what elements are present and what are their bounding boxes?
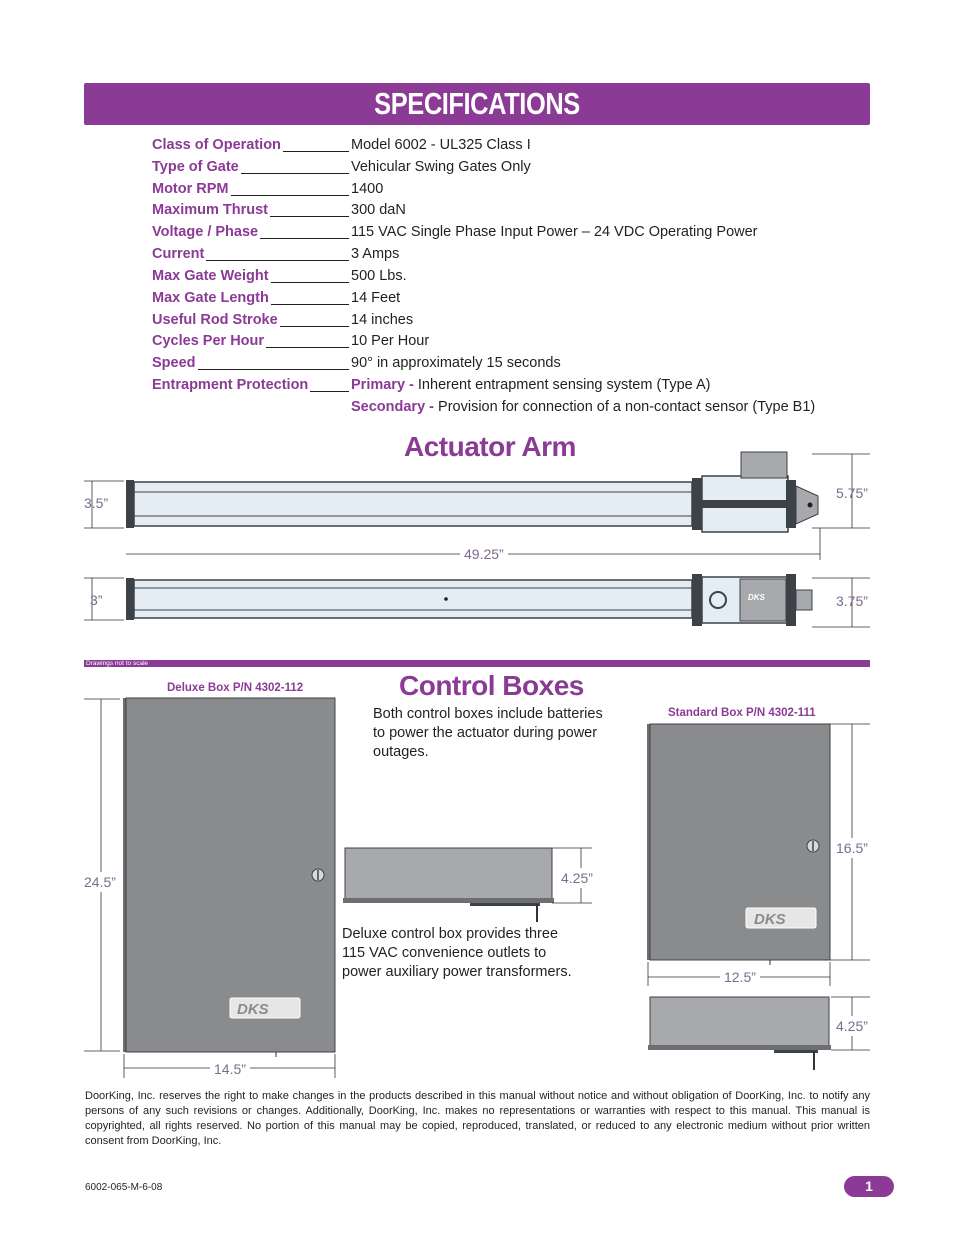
dim-arm-width: 3”: [90, 592, 103, 608]
spec-row: [152, 312, 872, 332]
dim-standard-depth: 4.25”: [836, 1018, 868, 1034]
actuator-logo: DKS: [748, 593, 765, 602]
dim-housing-width: 3.75”: [836, 593, 868, 609]
deluxe-box-side: [343, 848, 592, 922]
spec-label: Speed: [152, 355, 196, 371]
spec-value: 115 VAC Single Phase Input Power – 24 VDC Operating Power: [351, 224, 758, 240]
standard-box-label: Standard Box P/N 4302-111: [668, 707, 816, 719]
dim-arm-length: 49.25”: [460, 546, 508, 562]
control-boxes-intro: Both control boxes include batteries to power the actuator during power outages.: [373, 706, 603, 760]
spec-value: 90° in approximately 15 seconds: [351, 355, 561, 371]
deluxe-box-note: Deluxe control box provides three 115 VAC convenience outlets to power auxiliary power transformers.: [342, 926, 572, 980]
leader-line: [254, 347, 349, 348]
disclaimer: DoorKing, Inc. reserves the right to make changes in the products described in this manual without notice and without obligation of DoorKing, Inc. to notify any persons of any such revisions or changes. Additionally, DoorKing, Inc. makes no representations or warranties with respect to this manual. This manual is copyrighted, all rights reserved. No portion of this manual may be copied, reproduced, translated, or reduced to any electronic medium without prior written consent from DoorKing, Inc.: [85, 1090, 870, 1147]
spec-row: [152, 355, 872, 375]
spec-label: Useful Rod Stroke: [152, 312, 278, 328]
control-boxes-drawing: [0, 690, 954, 1080]
dim-arm-height: 3.5”: [84, 495, 109, 511]
spec-value: 500 Lbs.: [351, 268, 407, 284]
secondary-text: Provision for connection of a non-contact sensor (Type B1): [438, 399, 816, 415]
document-number: 6002-065-M-6-08: [85, 1182, 163, 1193]
primary-label: Primary -: [351, 377, 418, 393]
leader-line: [252, 238, 349, 239]
spec-row-entrapment: [152, 377, 872, 397]
page-title: SPECIFICATIONS: [374, 86, 580, 121]
leader-line: [260, 304, 349, 305]
spec-value: 3 Amps: [351, 246, 400, 262]
deluxe-box-logo: DKS: [237, 1001, 269, 1018]
leader-line: [228, 195, 349, 196]
dim-deluxe-width: 14.5”: [210, 1061, 250, 1077]
spec-value: 1400: [351, 181, 384, 197]
control-boxes-title: Control Boxes: [399, 670, 584, 701]
spec-row: [152, 290, 872, 310]
secondary-label: Secondary -: [351, 399, 439, 415]
deluxe-box-label: Deluxe Box P/N 4302-112: [167, 682, 304, 694]
spec-label: Motor RPM: [152, 181, 229, 197]
actuator-drawing: [0, 440, 954, 640]
spec-value: 14 Feet: [351, 290, 401, 306]
spec-label: Max Gate Weight: [152, 268, 269, 284]
deluxe-box-front: [84, 698, 335, 1078]
spec-row: [152, 181, 872, 201]
spec-label: Voltage / Phase: [152, 224, 259, 240]
dim-standard-height: 16.5”: [836, 840, 868, 856]
spec-row: [152, 333, 872, 353]
actuator-side-view: [84, 452, 870, 532]
spec-row: [152, 137, 872, 157]
spec-label: Type of Gate: [152, 159, 239, 175]
page-number: 1: [865, 1178, 873, 1194]
spec-row: [152, 224, 872, 244]
dim-deluxe-depth: 4.25”: [561, 870, 593, 886]
spec-label: Cycles Per Hour: [152, 333, 265, 349]
leader-line: [232, 173, 349, 174]
leader-line: [262, 282, 349, 283]
leader-line: [202, 260, 349, 261]
spec-row: [152, 246, 872, 266]
leader-line: [268, 326, 349, 327]
spec-value: Vehicular Swing Gates Only: [351, 159, 531, 175]
standard-box-logo: DKS: [754, 911, 786, 928]
spec-value: [351, 399, 815, 415]
spec-row-entrapment-secondary: [152, 399, 872, 419]
spec-label: Entrapment Protection: [152, 377, 309, 393]
spec-label: Class of Operation: [152, 137, 281, 153]
spec-row: [152, 202, 872, 222]
primary-text: Inherent entrapment sensing system (Type A): [417, 377, 711, 393]
dim-housing-height: 5.75”: [836, 485, 868, 501]
scale-note: Drawings not to scale: [86, 660, 149, 667]
spec-row: [152, 159, 872, 179]
spec-label: Maximum Thrust: [152, 202, 269, 218]
spec-label: Current: [152, 246, 205, 262]
spec-value: 10 Per Hour: [351, 333, 430, 349]
leader-line: [193, 369, 349, 370]
leader-line: [260, 216, 349, 217]
spec-label: Max Gate Length: [152, 290, 269, 306]
spec-value: Model 6002 - UL325 Class I: [351, 137, 531, 153]
spec-value: 14 inches: [351, 312, 414, 328]
spec-row: [152, 268, 872, 288]
actuator-title: Actuator Arm: [404, 431, 576, 462]
spec-value: [351, 377, 710, 393]
dim-standard-width: 12.5”: [720, 969, 760, 985]
dim-deluxe-height: 24.5”: [84, 874, 116, 890]
spec-value: 300 daN: [351, 202, 406, 218]
section-divider: [84, 660, 870, 667]
